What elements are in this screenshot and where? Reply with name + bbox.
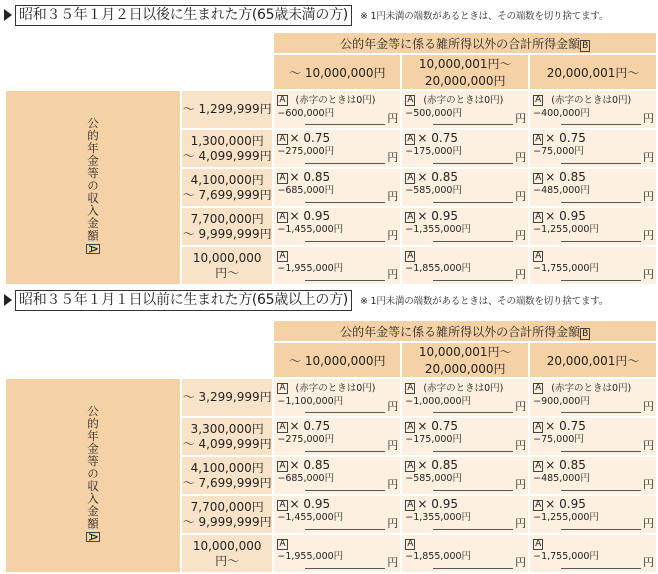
- answer-field[interactable]: 円: [305, 190, 398, 203]
- answer-field[interactable]: 円: [433, 400, 526, 413]
- section-2-title-row: [4, 289, 608, 311]
- formula-cell: A × 0.85 −485,000円 円: [530, 169, 656, 206]
- formula-cell: A × 0.85 −585,000円 円: [402, 169, 528, 206]
- answer-field[interactable]: 円: [433, 517, 526, 530]
- formula-cell: A × 0.75 −175,000円 円: [402, 130, 528, 167]
- income-range: 7,700,000円 〜 9,999,999円: [182, 496, 272, 533]
- answer-field[interactable]: 円: [561, 478, 654, 491]
- answer-field[interactable]: 円: [561, 112, 654, 125]
- income-range: 4,100,000円 〜 7,699,999円: [182, 457, 272, 494]
- answer-field[interactable]: 円: [433, 478, 526, 491]
- answer-field[interactable]: 円: [433, 556, 526, 569]
- column-header: 〜 10,000,000円: [274, 55, 400, 89]
- formula-cell: A × 0.95 −1,355,000円 円: [402, 496, 528, 533]
- answer-field[interactable]: 円: [561, 190, 654, 203]
- section-1-table: [4, 31, 658, 286]
- formula-cell: A × 0.85 −485,000円 円: [530, 457, 656, 494]
- answer-field[interactable]: 円: [433, 190, 526, 203]
- formula-cell: A −1,855,000円 円: [402, 247, 528, 284]
- section-title: 昭和３５年１月１日以前に生まれた方(65歳以上の方): [15, 290, 352, 311]
- answer-field[interactable]: 円: [433, 112, 526, 125]
- formula-cell: A × 0.75 −175,000円 円: [402, 418, 528, 455]
- formula-cell: A −1,955,000円 円: [274, 535, 400, 572]
- answer-field[interactable]: 円: [305, 400, 398, 413]
- income-range: 1,300,000円 〜 4,099,999円: [182, 130, 272, 167]
- answer-field[interactable]: 円: [561, 400, 654, 413]
- formula-cell: A (赤字のときは0円) −400,000円 円: [530, 91, 656, 128]
- formula-cell: A × 0.75 −275,000円 円: [274, 418, 400, 455]
- box-b-label: B: [582, 40, 589, 51]
- column-group-header: 公的年金等に係る雑所得以外の合計所得金額 B: [274, 33, 656, 53]
- triangle-bullet-icon: [4, 294, 12, 306]
- column-header: 10,000,001円〜 20,000,000円: [402, 55, 528, 89]
- formula-cell: A (赤字のときは0円) −500,000円 円: [402, 91, 528, 128]
- formula-cell: A × 0.75 −75,000円 円: [530, 130, 656, 167]
- income-range: 〜 1,299,999円: [182, 91, 272, 128]
- formula-cell: A −1,955,000円 円: [274, 247, 400, 284]
- formula-cell: A × 0.95 −1,355,000円 円: [402, 208, 528, 245]
- section-title: 昭和３５年１月２日以後に生まれた方(65歳未満の方): [15, 5, 352, 26]
- income-range: 4,100,000円 〜 7,699,999円: [182, 169, 272, 206]
- income-range: 10,000,000円〜: [182, 247, 272, 284]
- rounding-note: ※ 1円未満の端数があるときは、その端数を切り捨てます。: [359, 296, 609, 307]
- answer-field[interactable]: 円: [305, 517, 398, 530]
- answer-field[interactable]: 円: [305, 439, 398, 452]
- answer-field[interactable]: 円: [433, 151, 526, 164]
- formula-cell: A × 0.85 −685,000円 円: [274, 169, 400, 206]
- row-group-label: 公的年金等の収入金額A: [6, 91, 180, 284]
- income-range: 3,300,000円 〜 4,099,999円: [182, 418, 272, 455]
- formula-cell: A × 0.95 −1,255,000円 円: [530, 496, 656, 533]
- answer-field[interactable]: 円: [561, 517, 654, 530]
- formula-cell: A (赤字のときは0円) −1,100,000円 円: [274, 379, 400, 416]
- formula-cell: A × 0.85 −585,000円 円: [402, 457, 528, 494]
- triangle-bullet-icon: [4, 9, 12, 21]
- section-2-table: [4, 319, 658, 574]
- answer-field[interactable]: 円: [561, 151, 654, 164]
- formula-cell: A × 0.75 −75,000円 円: [530, 418, 656, 455]
- column-group-header: 公的年金等に係る雑所得以外の合計所得金額 B: [274, 321, 656, 341]
- column-header: 20,000,001円〜: [530, 55, 656, 89]
- answer-field[interactable]: 円: [305, 112, 398, 125]
- column-header: 〜 10,000,000円: [274, 343, 400, 377]
- formula-cell: A (赤字のときは0円) −600,000円 円: [274, 91, 400, 128]
- formula-cell: A × 0.75 −275,000円 円: [274, 130, 400, 167]
- formula-cell: A × 0.95 −1,455,000円 円: [274, 496, 400, 533]
- box-a-label: A: [86, 532, 100, 542]
- income-range: 〜 3,299,999円: [182, 379, 272, 416]
- answer-field[interactable]: 円: [305, 229, 398, 242]
- answer-field[interactable]: 円: [433, 439, 526, 452]
- formula-cell: A −1,855,000円 円: [402, 535, 528, 572]
- answer-field[interactable]: 円: [561, 556, 654, 569]
- rounding-note: ※ 1円未満の端数があるときは、その端数を切り捨てます。: [359, 11, 609, 22]
- column-header: 20,000,001円〜: [530, 343, 656, 377]
- formula-cell: A × 0.85 −685,000円 円: [274, 457, 400, 494]
- formula-cell: A × 0.95 −1,455,000円 円: [274, 208, 400, 245]
- answer-field[interactable]: 円: [305, 556, 398, 569]
- column-header: 10,000,001円〜 20,000,000円: [402, 343, 528, 377]
- answer-field[interactable]: 円: [561, 268, 654, 281]
- row-group-label: 公的年金等の収入金額A: [6, 379, 180, 572]
- answer-field[interactable]: 円: [305, 268, 398, 281]
- box-b-label: B: [582, 328, 589, 339]
- section-1-title-row: [4, 4, 608, 26]
- income-range: 10,000,000円〜: [182, 535, 272, 572]
- answer-field[interactable]: 円: [433, 268, 526, 281]
- formula-cell: A −1,755,000円 円: [530, 247, 656, 284]
- answer-field[interactable]: 円: [305, 478, 398, 491]
- income-range: 7,700,000円 〜 9,999,999円: [182, 208, 272, 245]
- formula-cell: A × 0.95 −1,255,000円 円: [530, 208, 656, 245]
- box-a-label: A: [86, 244, 100, 254]
- formula-cell: A (赤字のときは0円) −1,000,000円 円: [402, 379, 528, 416]
- formula-cell: A −1,755,000円 円: [530, 535, 656, 572]
- answer-field[interactable]: 円: [433, 229, 526, 242]
- answer-field[interactable]: 円: [561, 229, 654, 242]
- formula-cell: A (赤字のときは0円) −900,000円 円: [530, 379, 656, 416]
- answer-field[interactable]: 円: [561, 439, 654, 452]
- answer-field[interactable]: 円: [305, 151, 398, 164]
